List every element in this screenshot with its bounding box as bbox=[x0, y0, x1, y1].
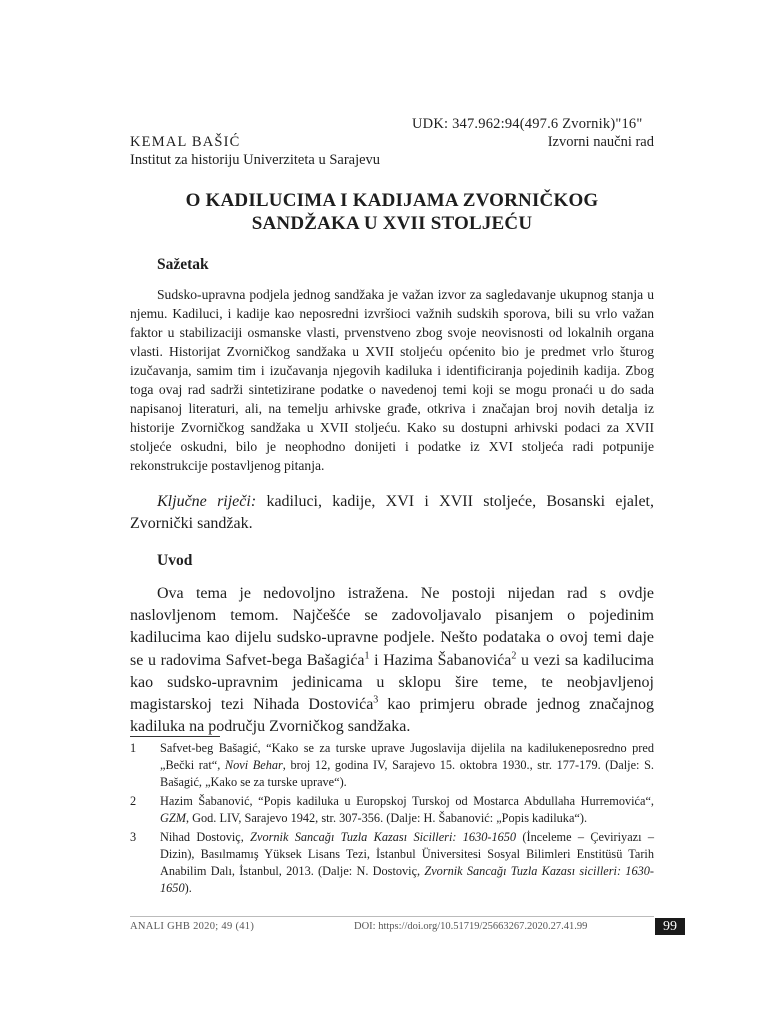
footnote-text-part: Safvet-beg Bašagić, “Kako se za turske uprave Jugoslavija dijelila na kadilukeneposredno pred „Bečki rat“, bbox=[160, 741, 654, 772]
footnote-italic-title: Zvornik Sancağı Tuzla Kazası Sicilleri: 1630-1650 bbox=[250, 830, 517, 844]
footnote-number: 3 bbox=[130, 830, 137, 844]
footnote-text-part: , God. LIV, Sarajevo 1942, str. 307-356. (Dalje: H. Šabanović: „Popis kadiluka“). bbox=[185, 811, 588, 825]
page-number: 99 bbox=[655, 918, 685, 935]
title-line-1: O KADILUCIMA I KADIJAMA ZVORNIČKOG bbox=[185, 190, 599, 211]
author-name: KEMAL BAŠIĆ bbox=[130, 134, 241, 150]
footnote-text-part: Nihad Dostoviç, bbox=[160, 830, 251, 844]
footnote-ref-2[interactable]: 2 bbox=[511, 650, 517, 662]
footnote-separator bbox=[130, 736, 220, 737]
footnote-text bbox=[160, 829, 654, 897]
footnote-italic-title: GZM bbox=[160, 811, 186, 825]
author-institution: Institut za historiju Univerziteta u Sarajevu bbox=[130, 152, 381, 168]
footnote-italic-title: Novi Behar bbox=[224, 758, 283, 772]
footnote-3 bbox=[130, 829, 654, 897]
title-line-2: SANDŽAKA U XVII STOLJEĆU bbox=[251, 213, 533, 234]
footer-separator bbox=[130, 916, 654, 917]
intro-text-2: i Hazima Šabanovića bbox=[369, 651, 512, 669]
footnote-italic-title: Zvornik Sancağı Tuzla Kazası sicilleri: 1630-1650 bbox=[160, 864, 654, 895]
footnotes bbox=[130, 740, 654, 899]
footnote-text-part: (İnceleme – Çeviriyazı – Dizin), Basılmamış Yüksek Lisans Tezi, İstanbul Üniversitesi Sosyal Bilimleri Enstitüsü Tarih Anabilim Dalı, İstanbul, 2013. (Dalje: N. Dostoviç, bbox=[160, 830, 655, 878]
intro-text-4: kao primjeru obrade jednog značajnog kadiluka na području Zvorničkog sandžaka. bbox=[130, 696, 655, 736]
footnote-text-part: , broj 12, godina IV, Sarajevo 15. oktobra 1930., str. 177-179. (Dalje: S. Bašagić, „Kako se za turske uprave“). bbox=[160, 758, 654, 789]
journal-citation: ANALI GHB 2020; 49 (41) bbox=[130, 921, 255, 932]
abstract-heading: Sažetak bbox=[157, 256, 209, 273]
udk-code: UDK: 347.962:94(497.6 Zvornik)"16" bbox=[412, 116, 643, 132]
intro-heading: Uvod bbox=[157, 552, 193, 569]
paper-title bbox=[130, 189, 654, 235]
footnote-2 bbox=[130, 793, 654, 827]
intro-paragraph bbox=[130, 583, 654, 738]
keywords bbox=[130, 491, 654, 535]
footnote-ref-1[interactable]: 1 bbox=[364, 650, 370, 662]
footnote-text-part: Hazim Šabanović, “Popis kadiluka u Europskoj Turskoj od Mostarca Abdullaha Hurremovića“, bbox=[160, 794, 654, 808]
doi-link[interactable]: DOI: https://doi.org/10.51719/25663267.2020.27.41.99 bbox=[354, 921, 588, 932]
footnote-text-part: ). bbox=[184, 881, 192, 895]
footnote-1 bbox=[130, 740, 654, 791]
footnote-text bbox=[160, 740, 654, 791]
footnote-ref-3[interactable]: 3 bbox=[373, 694, 379, 706]
footnote-number: 1 bbox=[130, 741, 137, 755]
abstract-text: Sudsko-upravna podjela jednog sandžaka je važan izvor za sagledavanje ukupnog stanja u njemu. Kadiluci, i kadije kao neposredni izvršioci važnih sudskih sporova, bili su vrlo važan faktor u stabilizaciji osmanske vlasti, prvenstveno zbog svoje neovisnosti od lokalnih organa vlasti. Historijat Zvorničkog sandžaka u XVII stoljeću općenito bio je predmet vrlo šturog izučavanja, samim tim i izučavanja njegovih kadiluka i identificiranja pojedinih kadija. Zbog toga ovaj rad sadrži sintetizirane podatke o navedenoj temi koji se mogu pronaći u do sada napisanoj literaturi, ali, na temelju arhivske građe, otkriva i značajan broj novih detalja iz historije Zvorničkog sandžaka u XVII stoljeću. Kako su dostupni arhivski podaci za XVII stoljeće oskudni, bilo je neophodno donijeti i podatke iz XVI stoljeća radi potpunije rekonstrukcije postavljenog pitanja. bbox=[130, 287, 654, 473]
paper-type: Izvorni naučni rad bbox=[547, 134, 654, 150]
keywords-label: Ključne riječi: bbox=[157, 493, 257, 510]
intro-text-1: Ova tema je nedovoljno istražena. Ne postoji nijedan rad s ovdje naslovljenom temom. Najčešće se zadovoljavalo pisanjem o pojedinim kadilucima kao dijelu sudsko-upravne podjele. Nešto podataka o ovoj temi daje se u radovima Safvet-bega Bašagića bbox=[130, 585, 654, 669]
footnote-number: 2 bbox=[130, 794, 137, 808]
keywords-text: kadiluci, kadije, XVI i XVII stoljeće, Bosanski ejalet, Zvornički sandžak. bbox=[130, 493, 654, 532]
footnote-text bbox=[160, 793, 654, 827]
intro-text-3: u vezi sa kadilucima kao sudsko-upravnim jedinicama u sklopu šire teme, te neobjavljenoj magistarskoj tezi Nihada Dostovića bbox=[130, 651, 655, 714]
